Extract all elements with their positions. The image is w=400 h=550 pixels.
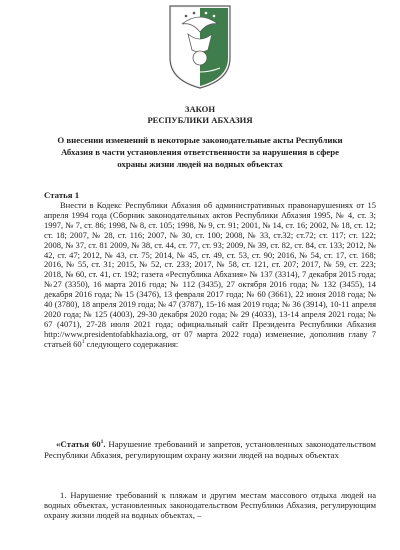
article-60-1-quote [44,439,376,461]
article-60-1-heading: «Статья $60^1$. [56,439,106,449]
law-title: О внесении изменений в некоторые законодательные акты Республики Абхазия в части установления ответственности за нарушения в сфере охраны жизни людей на водных объектах [57,135,343,170]
article-number-superscript: 1 [81,338,85,345]
paragraph-1-text: 1. Нарушение требований к пляжам и другим местам массового отдыха людей на водных объектах, установленных законодательством Республики Абхазия, регулирующим охрану жизни людей на водных объектах, – [44,490,376,520]
article-60-1-text: Нарушение требований и запретов, установленных законодательством Республики Абхазия, регулирующим охрану жизни людей на водных объектах [44,439,376,460]
paragraph-1 [44,491,376,521]
state-emblem-icon [164,2,236,90]
law-header: ЗАКОН [184,104,216,114]
republic-header: РЕСПУБЛИКИ АБХАЗИЯ [147,115,253,125]
article-1-text: Внести в Кодекс Республики Абхазия об административных правонарушениях от 15 апреля 1994 года (Сборник законодательных актов Республики Абхазия 1995, № 4, ст. 3; 1997, № 7, ст. 86; 1998, № 8, ст. 105; 1998, № 9, ст. 91; 2001, № 14, ст. 16; 2002, № 18, ст. 12; ст. 18; 2007, № 28, ст. 116; 2007, № 30, ст. 100; 2008, № 33, ст.32; ст.72; ст. 117; ст. 122; 2008, № 37, ст. 81 2009, № 38, ст. 44, ст. 77, ст. 93; 2009, № 39, ст. 82, ст. 84, ст. 133; 2012, № 42, ст. 47; 2012, № 43, ст. 75; 2014, № 45, ст. 49, ст. 53, ст. 90; 2016, № 54, ст. 17, ст. 168; 2016, № 55, ст. 31; 2015, № 52, ст. 233; 2017, № 58, ст. 121, ст. 207; 2017, № 59, ст. 223; 2018, № 60, ст. 41, ст. 192; газета «Республика Абхазия» № 137 (3314), 7 декабря 2015 года; №27 (3350), 16 марта 2016 года; № 112 (3435), 27 октября 2016 года; № 132 (3455), 14 декабря 2016 года; № 15 (3476), 13 февраля 2017 года; № 60 (3661), 22 июня 2018 года; № 40 (3780), 18 апреля 2019 года; № 47 (3787), 15-16 мая 2019 года; № 36 (3914), 10-11 апреля 2020 года; № 125 (4003), 29-30 декабря 2020 года; № 29 (4033), 13-14 апреля 2021 года; № 67 (4071), 27-28 июля 2021 года; официальный сайт Президента Республики Абхазия http://www.presidentofabkhazia.org, от 07 марта 2022 года) изменение, дополнив главу 7 статьей 60 [44,200,376,349]
article-1-text-end: следующего содержания: [84,338,179,349]
article-1-heading: Статья 1 [44,190,80,200]
article-1-body [44,201,376,350]
